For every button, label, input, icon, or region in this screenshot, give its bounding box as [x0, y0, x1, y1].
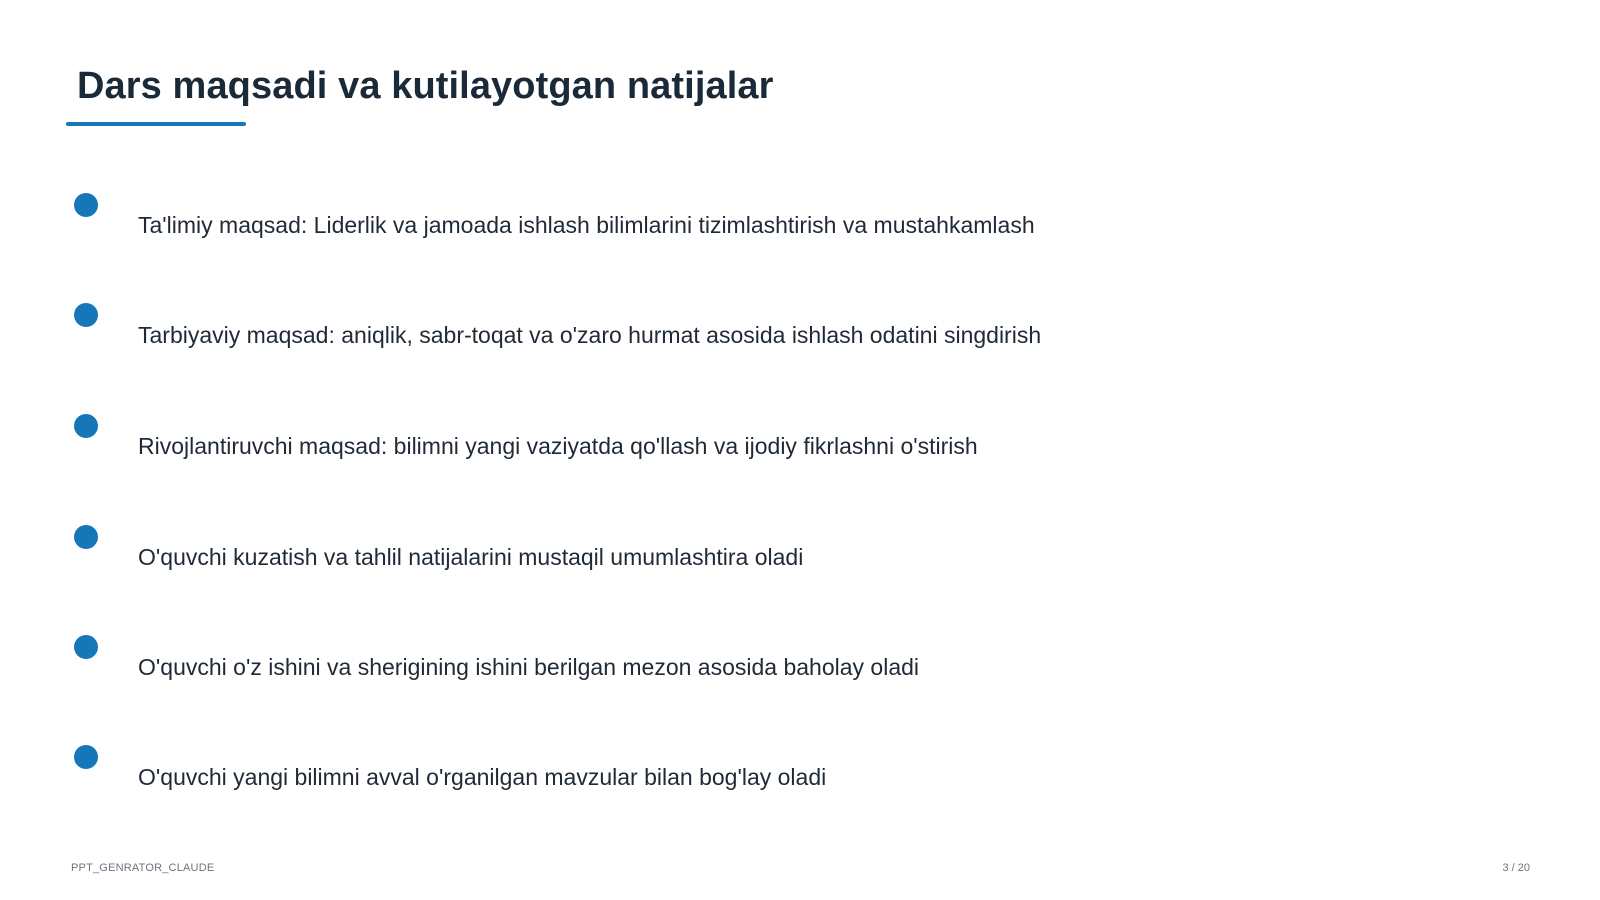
bullet-dot-icon [74, 745, 98, 769]
bullet-text: Ta'limiy maqsad: Liderlik va jamoada ishlash bilimlarini tizimlashtirish va mustahkamlash [138, 212, 1035, 238]
bullet-text: Tarbiyaviy maqsad: aniqlik, sabr-toqat va o'zaro hurmat asosida ishlash odatini singdirish [138, 322, 1042, 348]
slide-title: Dars maqsadi va kutilayotgan natijalar [77, 65, 774, 107]
bullet-text: Rivojlantiruvchi maqsad: bilimni yangi vaziyatda qo'llash va ijodiy fikrlashni o'stirish [138, 433, 978, 459]
bullet-dot-icon [74, 193, 98, 217]
bullet-dot-icon [74, 303, 98, 327]
bullet-item [0, 745, 1200, 805]
bullet-item [0, 193, 1200, 253]
bullet-item [0, 525, 1200, 585]
bullet-dot-icon [74, 635, 98, 659]
bullet-dot-icon [74, 525, 98, 549]
page-number: 3 / 20 [1502, 862, 1530, 874]
bullet-text: O'quvchi yangi bilimni avval o'rganilgan mavzular bilan bog'lay oladi [138, 764, 827, 790]
bullet-item [0, 414, 1200, 474]
bullet-item [0, 303, 1200, 363]
footer-brand: PPT_GENRATOR_CLAUDE [71, 862, 215, 874]
bullet-item [0, 635, 1200, 695]
bullet-text: O'quvchi o'z ishini va sherigining ishini berilgan mezon asosida baholay oladi [138, 654, 920, 680]
bullet-dot-icon [74, 414, 98, 438]
bullet-text: O'quvchi kuzatish va tahlil natijalarini mustaqil umumlashtira oladi [138, 544, 804, 570]
